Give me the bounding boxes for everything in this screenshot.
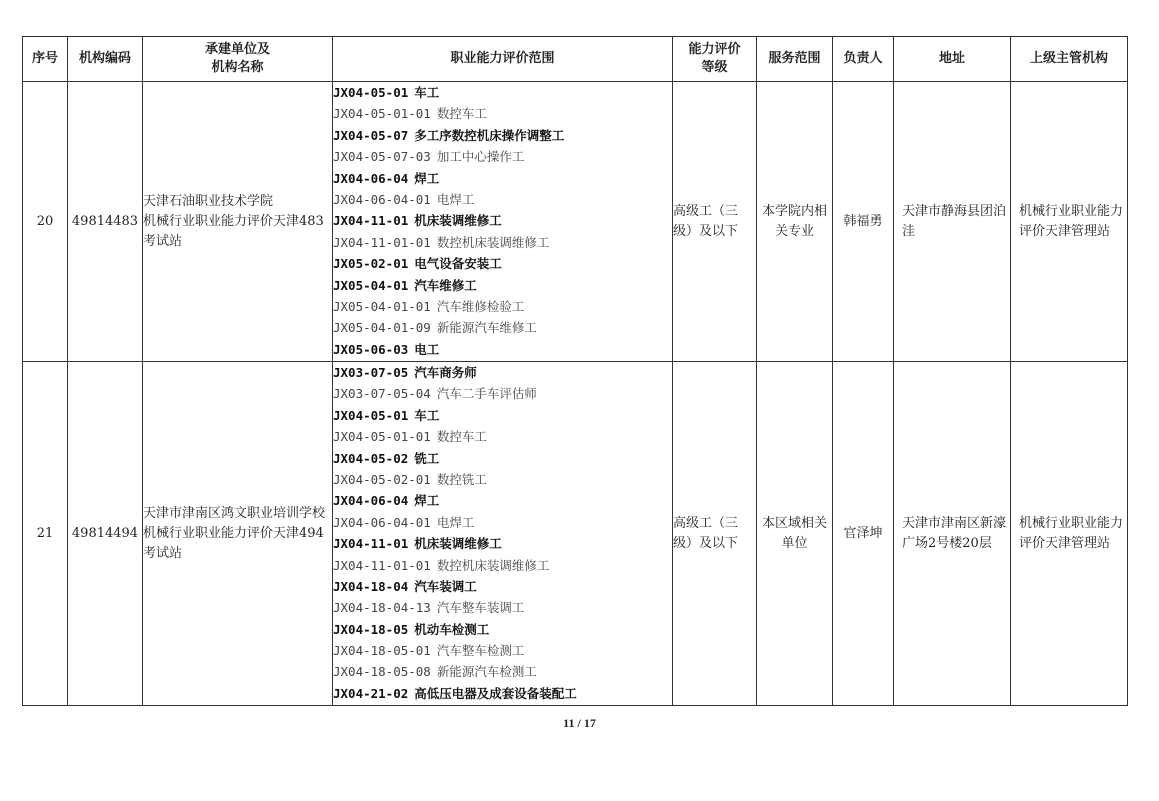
scope-item-code: JX04-18-04-13 [333,600,431,616]
scope-item-name: 机床装调维修工 [414,213,502,229]
scope-item-code: JX04-05-02 [333,450,409,466]
cell-level: 高级工（三级）及以下 [673,362,757,706]
scope-item-name: 汽车商务师 [414,365,477,380]
scope-item-code: JX03-07-05-04 [333,386,431,402]
scope-item-code: JX05-04-01-01 [333,298,431,314]
scope-item [333,253,672,274]
scope-item-name: 新能源汽车维修工 [436,320,537,336]
scope-item [333,405,672,426]
header-code: 机构编码 [68,37,143,82]
header-scope: 职业能力评价范围 [333,37,673,82]
scope-item-code: JX05-04-01-09 [333,320,431,336]
cell-unit [143,362,333,706]
scope-item-code: JX04-06-04-01 [333,191,431,207]
scope-item-code: JX05-06-03 [333,341,409,357]
page-number: 11 / 17 [563,716,596,730]
header-person: 负责人 [833,37,894,82]
header-level-text: 能力评价 等级 [688,42,741,75]
table-row [23,82,1128,362]
scope-item-code: JX05-04-01 [333,277,409,293]
scope-item-name: 电工 [414,341,440,357]
cell-code: 49814494 [68,362,143,706]
scope-item [333,383,672,404]
scope-item-name: 汽车整车装调工 [436,600,525,616]
scope-item-code: JX04-06-04 [333,493,409,509]
cell-address: 天津市津南区新濠广场2号楼20层 [894,362,1011,706]
scope-item-name: 数控铣工 [436,471,487,487]
cell-scope [333,362,673,706]
scope-item-name: 汽车装调工 [414,578,477,594]
scope-item [333,362,672,383]
scope-item [333,275,672,296]
scope-item-code: JX04-21-02 [333,685,409,701]
cell-parent: 机械行业职业能力评价天津管理站 [1011,82,1128,362]
institution-table [22,36,1128,706]
scope-item-name: 汽车整车检测工 [436,643,525,659]
scope-item-name: 机床装调维修工 [414,536,502,552]
scope-item-code: JX04-11-01-01 [333,234,431,250]
cell-code: 49814483 [68,82,143,362]
scope-item-code: JX04-05-07 [333,127,409,143]
table-header-row [23,37,1128,82]
scope-item-name: 电焊工 [436,514,475,530]
scope-item-name: 电焊工 [436,191,475,207]
scope-item [333,512,672,533]
scope-item-name: 数控车工 [436,429,487,445]
cell-seq: 21 [23,362,68,706]
scope-item-code: JX05-02-01 [333,256,409,272]
scope-item-name: 焊工 [414,170,440,186]
cell-level: 高级工（三级）及以下 [673,82,757,362]
scope-item-name: 数控车工 [436,106,487,122]
scope-item-code: JX04-05-07-03 [333,149,431,165]
scope-item [333,619,672,640]
scope-item [333,317,672,338]
scope-item-code: JX04-06-04-01 [333,514,431,530]
scope-item-code: JX04-18-05-08 [333,664,431,680]
scope-item-name: 加工中心操作工 [436,149,525,165]
scope-item-name: 车工 [414,407,440,423]
scope-item [333,125,672,146]
scope-item [333,146,672,167]
scope-item-name: 多工序数控机床操作调整工 [414,127,565,143]
scope-item [333,490,672,511]
scope-item-code: JX04-06-04 [333,170,409,186]
scope-item-name: 数控机床装调维修工 [436,557,550,573]
cell-scope [333,82,673,362]
scope-item-code: JX04-11-01 [333,213,409,229]
scope-item-name: 汽车维修检验工 [436,298,525,314]
scope-item-code: JX04-05-02-01 [333,471,431,487]
scope-item-name: 焊工 [414,493,440,509]
scope-item [333,426,672,447]
scope-item [333,640,672,661]
scope-item-code: JX04-05-01-01 [333,429,431,445]
scope-item [333,683,672,704]
scope-item-code: JX04-05-01-01 [333,106,431,122]
scope-item-name: 铣工 [414,450,440,466]
scope-list [333,362,672,704]
scope-item [333,339,672,360]
cell-seq: 20 [23,82,68,362]
scope-item [333,661,672,682]
header-service: 服务范围 [757,37,833,82]
scope-item-name: 汽车维修工 [414,277,477,293]
header-unit [143,37,333,82]
scope-item-code: JX04-05-01 [333,85,409,100]
cell-service: 本学院内相关专业 [757,82,833,362]
header-seq: 序号 [23,37,68,82]
scope-item-name: 新能源汽车检测工 [436,664,537,680]
scope-item [333,469,672,490]
scope-item-code: JX04-18-04 [333,578,409,594]
scope-item-name: 电气设备安装工 [414,256,502,272]
cell-service: 本区域相关单位 [757,362,833,706]
scope-item [333,168,672,189]
scope-item-code: JX03-07-05 [333,365,409,380]
scope-list [333,82,672,360]
cell-address: 天津市静海县团泊洼 [894,82,1011,362]
scope-item [333,555,672,576]
scope-item-code: JX04-18-05 [333,621,409,637]
scope-item [333,597,672,618]
cell-person: 韩福勇 [833,82,894,362]
scope-item [333,533,672,554]
header-unit-text: 承建单位及 机构名称 [204,42,270,75]
scope-item [333,82,672,103]
header-address: 地址 [894,37,1011,82]
scope-item-name: 数控机床装调维修工 [436,234,550,250]
scope-item-name: 机动车检测工 [414,621,490,637]
scope-item-name: 高低压电器及成套设备装配工 [414,685,577,701]
scope-item [333,210,672,231]
scope-item [333,296,672,317]
scope-item [333,189,672,210]
cell-unit [143,82,333,362]
scope-item [333,576,672,597]
scope-item [333,103,672,124]
cell-person: 官泽坤 [833,362,894,706]
cell-parent: 机械行业职业能力评价天津管理站 [1011,362,1128,706]
scope-item-code: JX04-11-01 [333,536,409,552]
table-row [23,362,1128,706]
unit-text: 天津市津南区鸿文职业培训学校 机械行业职业能力评价天津494考试站 [143,505,326,561]
scope-item-name: 汽车二手车评估师 [436,386,537,402]
header-level [673,37,757,82]
scope-item [333,232,672,253]
scope-item-code: JX04-18-05-01 [333,643,431,659]
scope-item-code: JX04-05-01 [333,407,409,423]
scope-item-code: JX04-11-01-01 [333,557,431,573]
header-parent: 上级主管机构 [1011,37,1128,82]
scope-item-name: 车工 [414,85,440,100]
unit-text: 天津石油职业技术学院 机械行业职业能力评价天津483考试站 [143,193,324,249]
scope-item [333,448,672,469]
